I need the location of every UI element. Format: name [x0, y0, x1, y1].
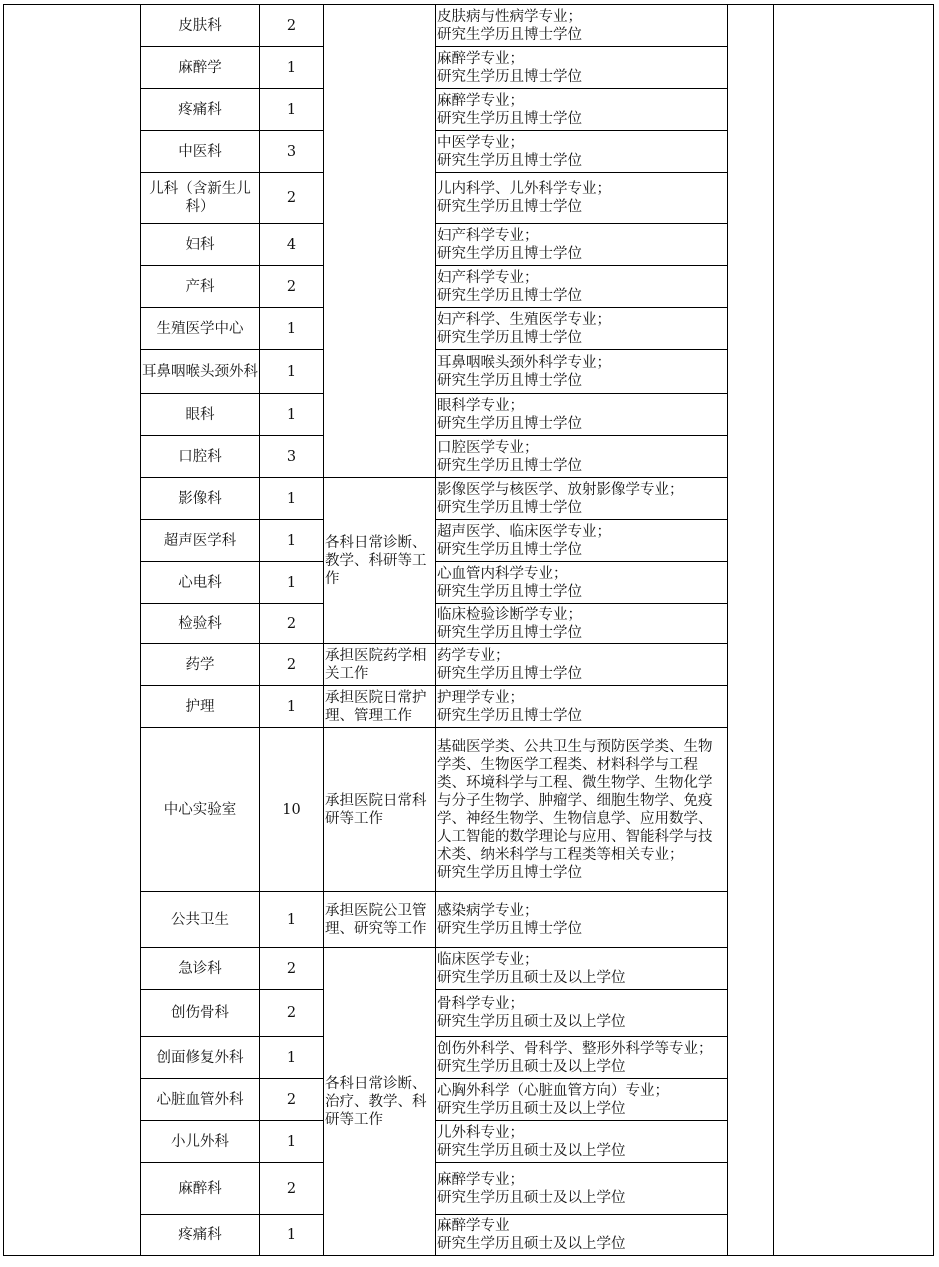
requirement-cell [436, 350, 728, 394]
degree-req: 研究生学历且博士学位 [437, 26, 582, 43]
requirement-cell [436, 478, 728, 520]
degree-req: 研究生学历且硕士及以上学位 [437, 1236, 626, 1252]
dept-cell: 创面修复外科 [141, 1037, 260, 1079]
degree-req: 研究生学历且硕士及以上学位 [437, 1014, 626, 1030]
major-req: 基础医学类、公共卫生与预防医学类、生物学类、生物医学工程类、材料科学与工程类、环境科学与工程、微生物学、生物化学与分子生物学、肿瘤学、细胞生物学、免疫学、神经生物学、生物信息学、应用数学、人工智能的数学理论与应用、智能科学与技术类、纳米科学与工程类等相关专业； [437, 738, 713, 863]
requirement-cell [436, 131, 728, 173]
count-cell: 10 [260, 728, 324, 892]
degree-req: 研究生学历且博士学位 [437, 287, 582, 304]
major-req: 心胸外科学（心脏血管方向）专业； [437, 1082, 669, 1099]
requirement-cell [436, 89, 728, 131]
dept-cell: 超声医学科 [141, 520, 260, 562]
requirement-cell [436, 308, 728, 350]
degree-req: 研究生学历且博士学位 [437, 920, 582, 937]
count-cell: 1 [260, 89, 324, 131]
dept-cell: 药学 [141, 644, 260, 686]
count-cell: 1 [260, 686, 324, 728]
requirement-cell [436, 1121, 728, 1163]
count-cell: 1 [260, 308, 324, 350]
duty-cell: 承担医院日常科研等工作 [324, 728, 436, 892]
duty-cell: 承担医院日常护理、管理工作 [324, 686, 436, 728]
table-row [4, 5, 934, 47]
major-req: 骨科学专业； [437, 996, 524, 1012]
count-cell: 2 [260, 644, 324, 686]
major-req: 临床医学专业； [437, 951, 539, 968]
dept-cell: 影像科 [141, 478, 260, 520]
degree-req: 研究生学历且博士学位 [437, 541, 582, 558]
major-req: 影像医学与核医学、放射影像学专业； [437, 481, 684, 498]
requirement-cell [436, 604, 728, 644]
major-req: 妇产科学、生殖医学专业； [437, 311, 611, 328]
requirement-cell [436, 1163, 728, 1215]
degree-req: 研究生学历且博士学位 [437, 152, 582, 169]
major-req: 创伤外科学、骨科学、整形外科学等专业； [437, 1040, 713, 1057]
count-cell: 2 [260, 1163, 324, 1215]
count-cell: 1 [260, 1121, 324, 1163]
dept-cell: 检验科 [141, 604, 260, 644]
count-cell: 4 [260, 224, 324, 266]
requirement-cell [436, 686, 728, 728]
major-req: 儿内科学、儿外科学专业； [437, 181, 611, 197]
major-req: 麻醉学专业； [437, 1171, 524, 1188]
dept-cell: 公共卫生 [141, 892, 260, 948]
major-req: 麻醉学专业 [437, 1218, 510, 1234]
dept-cell: 产科 [141, 266, 260, 308]
duty-cell: 承担医院公卫管理、研究等工作 [324, 892, 436, 948]
recruitment-table [3, 4, 934, 1256]
requirement-cell [436, 1079, 728, 1121]
major-req: 超声医学、临床医学专业； [437, 523, 611, 540]
degree-req: 研究生学历且博士学位 [437, 329, 582, 346]
major-req: 临床检验诊断学专业； [437, 606, 582, 623]
duty-cell: 承担医院药学相关工作 [324, 644, 436, 686]
count-cell: 2 [260, 990, 324, 1037]
dept-cell: 创伤骨科 [141, 990, 260, 1037]
dept-cell: 护理 [141, 686, 260, 728]
degree-req: 研究生学历且硕士及以上学位 [437, 1142, 626, 1159]
degree-req: 研究生学历且博士学位 [437, 665, 582, 682]
degree-req: 研究生学历且博士学位 [437, 583, 582, 600]
dept-cell: 疼痛科 [141, 89, 260, 131]
recruitment-table-frame [3, 4, 933, 1256]
count-cell: 1 [260, 520, 324, 562]
major-req: 护理学专业； [437, 689, 524, 706]
requirement-cell [436, 266, 728, 308]
requirement-cell [436, 562, 728, 604]
dept-cell: 心脏血管外科 [141, 1079, 260, 1121]
major-req: 麻醉学专业； [437, 50, 524, 67]
major-req: 皮肤病与性病学专业； [437, 8, 582, 25]
major-req: 心血管内科学专业； [437, 565, 568, 582]
count-cell: 2 [260, 173, 324, 224]
requirement-cell [436, 173, 728, 224]
requirement-cell [436, 436, 728, 478]
dept-cell: 麻醉科 [141, 1163, 260, 1215]
category-cell [4, 5, 141, 1256]
duty-cell [324, 5, 436, 478]
degree-req: 研究生学历且博士学位 [437, 624, 582, 641]
dept-cell: 中医科 [141, 131, 260, 173]
major-req: 眼科学专业； [437, 397, 524, 414]
dept-cell: 疼痛科 [141, 1215, 260, 1256]
count-cell: 1 [260, 350, 324, 394]
major-req: 感染病学专业； [437, 902, 539, 919]
degree-req: 研究生学历且博士学位 [437, 707, 582, 724]
requirement-cell [436, 47, 728, 89]
count-cell: 2 [260, 266, 324, 308]
requirement-cell [436, 1215, 728, 1256]
degree-req: 研究生学历且硕士及以上学位 [437, 969, 626, 986]
dept-cell: 中心实验室 [141, 728, 260, 892]
duty-cell: 各科日常诊断、治疗、教学、科研等工作 [324, 948, 436, 1256]
count-cell: 1 [260, 1215, 324, 1256]
requirement-cell [436, 5, 728, 47]
major-req: 妇产科学专业； [437, 227, 539, 244]
count-cell: 1 [260, 394, 324, 436]
degree-req: 研究生学历且硕士及以上学位 [437, 1058, 626, 1075]
dept-cell: 儿科（含新生儿科） [141, 173, 260, 224]
degree-req: 研究生学历且博士学位 [437, 457, 582, 474]
requirement-cell [436, 1037, 728, 1079]
degree-req: 研究生学历且博士学位 [437, 864, 582, 881]
count-cell: 3 [260, 131, 324, 173]
count-cell: 1 [260, 892, 324, 948]
count-cell: 1 [260, 47, 324, 89]
degree-req: 研究生学历且博士学位 [437, 415, 582, 432]
count-cell: 1 [260, 562, 324, 604]
dept-cell: 妇科 [141, 224, 260, 266]
requirement-cell [436, 520, 728, 562]
requirement-cell [436, 644, 728, 686]
requirement-cell [436, 892, 728, 948]
degree-req: 研究生学历且博士学位 [437, 68, 582, 85]
requirement-cell [436, 948, 728, 990]
dept-cell: 麻醉学 [141, 47, 260, 89]
degree-req: 研究生学历且博士学位 [437, 110, 582, 127]
degree-req: 研究生学历且博士学位 [437, 372, 582, 389]
dept-cell: 耳鼻咽喉头颈外科 [141, 350, 260, 394]
count-cell: 2 [260, 5, 324, 47]
degree-req: 研究生学历且博士学位 [437, 499, 582, 516]
count-cell: 2 [260, 604, 324, 644]
dept-cell: 眼科 [141, 394, 260, 436]
degree-req: 研究生学历且硕士及以上学位 [437, 1100, 626, 1117]
requirement-cell [436, 224, 728, 266]
major-req: 口腔医学专业； [437, 439, 539, 456]
dept-cell: 生殖医学中心 [141, 308, 260, 350]
remark-cell [774, 5, 934, 1256]
major-req: 耳鼻咽喉头颈外科学专业； [437, 354, 611, 371]
dept-cell: 皮肤科 [141, 5, 260, 47]
major-req: 药学专业； [437, 647, 510, 664]
count-cell: 3 [260, 436, 324, 478]
duty-cell: 各科日常诊断、教学、科研等工作 [324, 478, 436, 644]
dept-cell: 小儿外科 [141, 1121, 260, 1163]
requirement-cell [436, 394, 728, 436]
degree-req: 研究生学历且博士学位 [437, 199, 582, 215]
requirement-cell [436, 728, 728, 892]
count-cell: 2 [260, 1079, 324, 1121]
dept-cell: 急诊科 [141, 948, 260, 990]
dept-cell: 心电科 [141, 562, 260, 604]
major-req: 麻醉学专业； [437, 92, 524, 109]
major-req: 中医学专业； [437, 134, 524, 151]
count-cell: 1 [260, 1037, 324, 1079]
major-req: 妇产科学专业； [437, 269, 539, 286]
major-req: 儿外科专业； [437, 1124, 524, 1141]
requirement-cell [436, 990, 728, 1037]
count-cell: 2 [260, 948, 324, 990]
note-cell [728, 5, 774, 1256]
dept-cell: 口腔科 [141, 436, 260, 478]
degree-req: 研究生学历且博士学位 [437, 245, 582, 262]
degree-req: 研究生学历且硕士及以上学位 [437, 1189, 626, 1206]
count-cell: 1 [260, 478, 324, 520]
